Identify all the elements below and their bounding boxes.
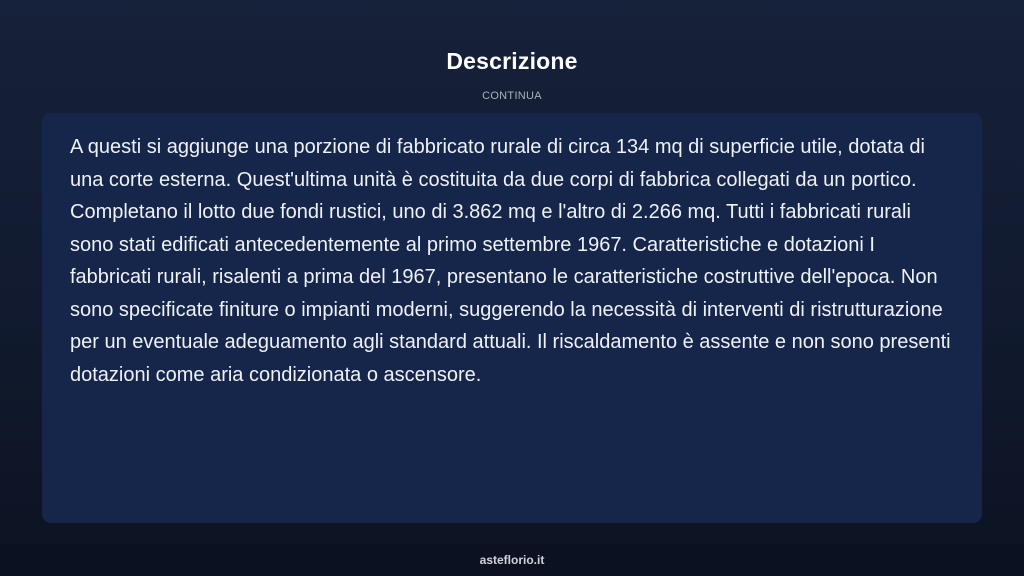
page-subtitle: CONTINUA: [482, 90, 542, 102]
page-title: Descrizione: [446, 48, 578, 74]
description-text: A questi si aggiunge una porzione di fabbricato rurale di circa 134 mq di superficie utile, dotata di una corte esterna. Quest'ultima unità è costituita da due corpi di fabbrica collegati da un portico. Completano il lotto due fondi rustici, uno di 3.862 mq e l'altro di 2.266 mq. Tutti i fabbricati rurali sono stati edificati antecedentemente al primo settembre 1967. Caratteristiche e dotazioni I fabbricati rurali, risalenti a prima del 1967, presentano le caratteristiche costruttive dell'epoca. Non sono specificate finiture o impianti moderni, suggerendo la necessità di interventi di ristrutturazione per un eventuale adeguamento agli standard attuali. Il riscaldamento è assente e non sono presenti dotazioni come aria condizionata o ascensore.: [70, 136, 951, 386]
footer-brand: asteflorio.it: [479, 553, 545, 567]
description-card: [42, 113, 982, 523]
footer-bar: [0, 544, 1024, 576]
